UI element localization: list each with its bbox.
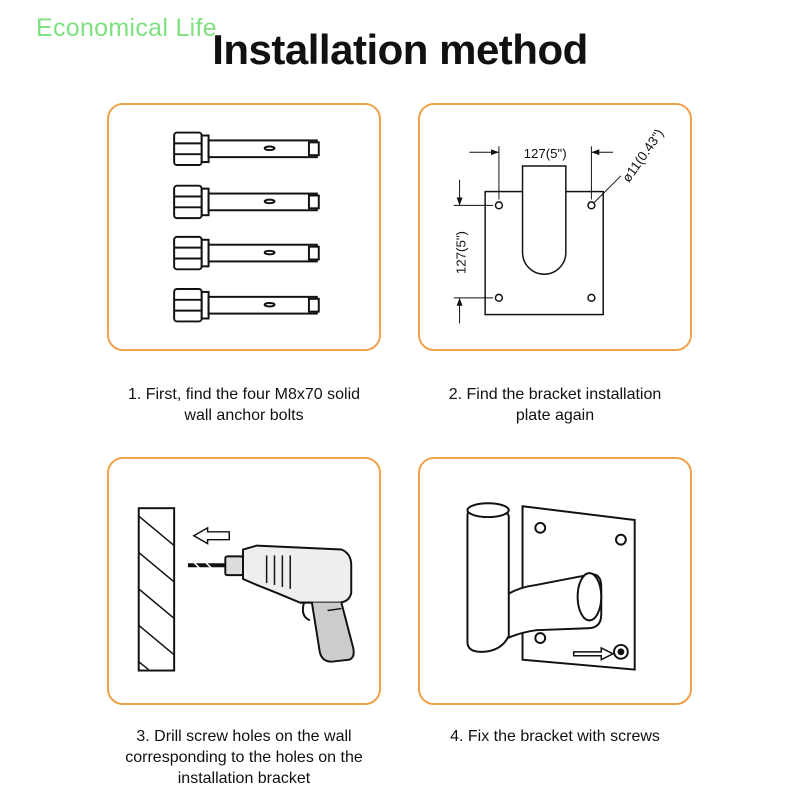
fixed-bracket-illustration — [420, 459, 690, 703]
wall-section — [139, 508, 174, 670]
bracket-plate-diagram — [420, 105, 690, 349]
anchor-bolt — [174, 186, 319, 218]
mounting-hole — [588, 294, 595, 301]
panel-anchor-bolts — [107, 103, 381, 351]
screw-icon — [535, 633, 545, 643]
arrow-left-icon — [194, 528, 229, 544]
screw-icon — [616, 535, 626, 545]
panel-fixed-bracket — [418, 457, 692, 705]
pole-tube — [467, 504, 508, 652]
height-dimension-label: 127(5") — [453, 231, 469, 275]
panel-bracket-plate — [418, 103, 692, 351]
mounting-hole — [495, 294, 502, 301]
drill-icon — [188, 546, 354, 662]
anchor-bolts-illustration — [109, 105, 379, 349]
anchor-bolt — [174, 289, 319, 321]
step-4-caption: 4. Fix the bracket with screws — [450, 728, 660, 745]
drilling-illustration — [109, 459, 379, 703]
hole-diameter-label: ø11(0.43") — [619, 126, 667, 185]
step-1-caption: 1. First, find the four M8x70 solid wall anchor bolts — [127, 386, 361, 424]
step-3-caption: 3. Drill screw holes on the wall corresponding to the holes on the installation bracket — [125, 728, 363, 787]
pole-slot — [523, 166, 566, 274]
step-2-caption: 2. Find the bracket installation plate again — [448, 386, 662, 424]
mounting-hole — [495, 202, 502, 209]
panel-drilling — [107, 457, 381, 705]
watermark: Economical Life — [36, 14, 217, 42]
page-title: Installation method — [212, 26, 588, 73]
width-dimension-label: 127(5") — [523, 146, 567, 162]
anchor-bolt — [174, 133, 319, 165]
anchor-bolt — [174, 237, 319, 269]
screw-icon — [535, 523, 545, 533]
mounting-hole — [588, 202, 595, 209]
